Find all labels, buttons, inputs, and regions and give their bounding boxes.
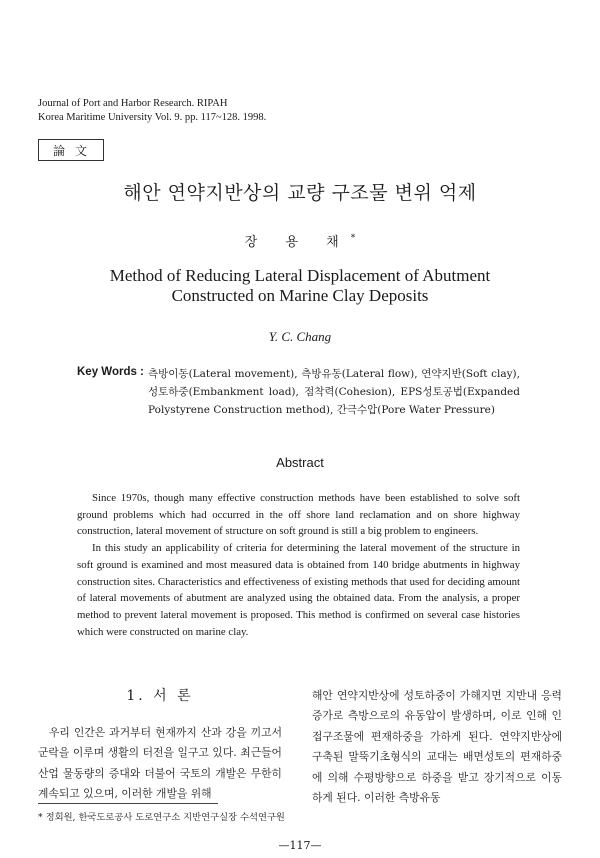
abstract-body (77, 490, 520, 640)
journal-volume: Korea Maritime University Vol. 9. pp. 117~128. 1998. (38, 112, 267, 123)
title-korean: 해안 연약지반상의 교량 구조물 변위 억제 (123, 182, 477, 204)
journal-citation (38, 97, 266, 125)
keywords-label: Key Words : (77, 366, 144, 378)
title-english-line2: Constructed on Marine Clay Deposits (171, 286, 429, 305)
intro-left-text: 우리 인간은 과거부터 현재까지 산과 강을 끼고서 군락을 이루며 생활의 터전을 일구고 있다. 최근들어 산업 물동량의 증대와 더불어 국토의 개발은 무한히 계속되고 있으며, 이러한 개발을 위해 (38, 726, 282, 801)
article-type-badge: 論文 (38, 139, 104, 161)
title-english-line1: Method of Reducing Lateral Displacement of Abutment (109, 266, 491, 285)
keywords-text: 측방이동(Lateral movement), 측방유동(Lateral flow), 연약지반(Soft clay), 성토하중(Embankment load), 점착력(Cohesion), EPS성토공법(Expanded Polystyrene Construction method), 간극수압(Pore Water Pressure) (148, 368, 520, 416)
author-korean-name: 장 용 채 (244, 235, 351, 250)
right-column (312, 686, 562, 808)
author-footnote-mark: * (350, 233, 356, 244)
author-footnote: * 정회원, 한국도로공사 도로연구소 지반연구실장 수석연구원 (38, 812, 285, 823)
abstract-paragraph-2: In this study an applicability of criteria for determining the lateral movement of the structure in soft ground is examined and most measured data is obtained from 140 bridge abutments in highway construction sites. Characteristics and effectiveness of existing methods that used for deciding amount of lateral movements of abutment are analyzed using the obtained data. From the analysis, a proper method to prevent lateral movement is proposed. This method is confirmed on several case histories which were constructed on marine clay. (77, 542, 520, 638)
footnote-divider (38, 803, 218, 804)
author-english: Y. C. Chang (268, 329, 332, 344)
page-number: —117— (278, 839, 322, 852)
intro-right-text: 해안 연약지반상에 성토하중이 가해지면 지반내 응력증가로 측방으로의 유동압이 발생하며, 이로 인해 인접구조물에 편재하중을 가하게 된다. 연약지반상에 구축된 말뚝기초형식의 교대는 배면성토의 편재하중에 의해 수평방향으로 하중을 받고 장기적으로 이동하게 된다. 이러한 측방유동 (312, 689, 562, 805)
journal-name: Journal of Port and Harbor Research. RIPAH (38, 98, 228, 109)
author-korean (0, 231, 600, 250)
section-heading-introduction: 1. 서 론 (126, 688, 194, 704)
title-english (0, 266, 600, 306)
abstract-paragraph-1: Since 1970s, though many effective construction methods have been established to solve soft ground problems which had occurred in the off shore land reclamation and on shore highway construction, lateral movement of structure on soft ground is still a big problem to engineers. (77, 492, 520, 538)
abstract-heading: Abstract (276, 455, 324, 470)
left-column (38, 685, 282, 805)
